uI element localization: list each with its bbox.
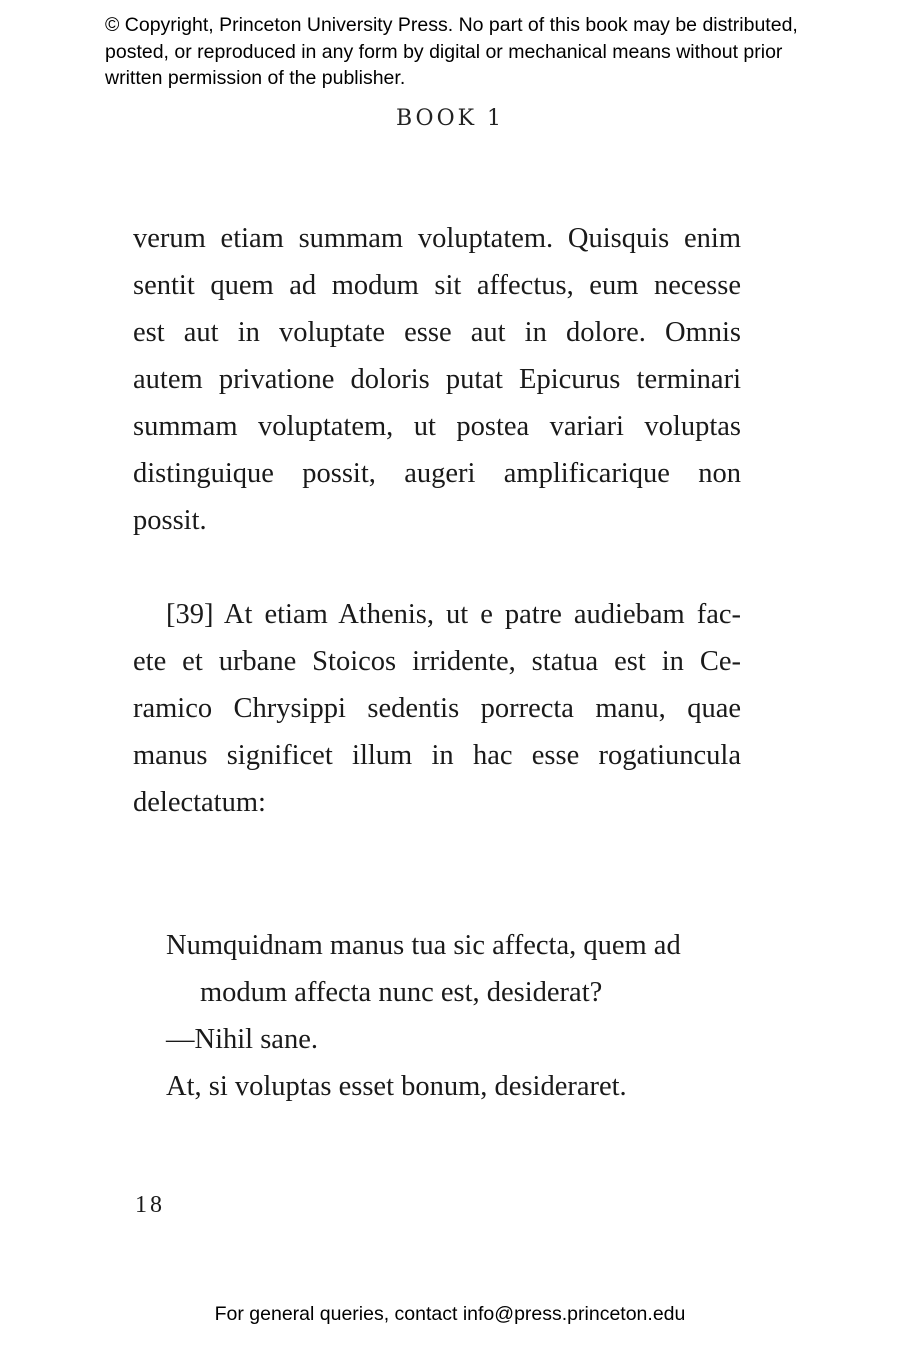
text-line: verum etiam summam voluptatem. Quisquis enim [133,223,741,254]
text-line: est aut in voluptate esse aut in dolore. Omnis [133,317,741,348]
verse-line: Numquidnam manus tua sic affecta, quem ad [166,930,681,961]
text-line: autem privatione doloris putat Epicurus terminari [133,364,741,395]
text-line: summam voluptatem, ut postea variari voluptas [133,411,741,442]
verse-line: At, si voluptas esset bonum, desideraret. [166,1071,627,1102]
text-line: [39] At etiam Athenis, ut e patre audiebam fac- [166,599,741,630]
copyright-notice: © Copyright, Princeton University Press. No part of this book may be distributed, posted, or reproduced in any form by digital or mechanical means without prior written permission of the publisher. [105,14,798,89]
paragraph-1 [133,215,741,544]
text-line: manus significet illum in hac esse rogatiuncula [133,740,741,771]
text-line: ramico Chrysippi sedentis porrecta manu, quae [133,693,741,724]
page-number: 18 [135,1192,165,1218]
footer-contact: For general queries, contact info@press.princeton.edu [214,1303,686,1325]
text-line: sentit quem ad modum sit affectus, eum necesse [133,270,741,301]
paragraph-2 [133,591,741,826]
text-line: possit. [133,505,207,536]
text-line: ete et urbane Stoicos irridente, statua est in Ce- [133,646,741,677]
text-line: distinguique possit, augeri amplificarique non [133,458,741,489]
verse-quotation [166,922,681,1110]
verse-line: modum affecta nunc est, desiderat? [200,977,603,1008]
text-line: delectatum: [133,787,266,818]
verse-line: —Nihil sane. [166,1024,318,1055]
running-head: BOOK 1 [395,106,505,131]
